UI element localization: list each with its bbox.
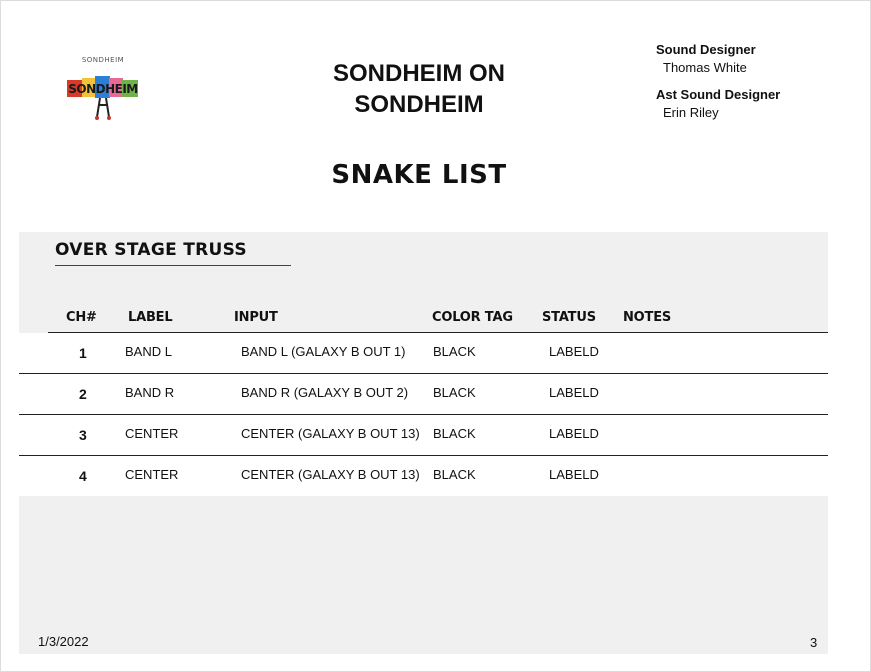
show-title-line2: SONDHEIM — [354, 91, 484, 118]
staff-role-sound-designer: Sound Designer — [656, 42, 756, 57]
cell-ch: 2 — [79, 386, 87, 402]
column-header-input: INPUT — [234, 310, 278, 325]
staff-name-sound-designer: Thomas White — [663, 60, 747, 75]
cell-label: CENTER — [125, 426, 179, 441]
table-row — [19, 415, 828, 456]
cell-input: CENTER (GALAXY B OUT 13) — [241, 426, 420, 441]
show-title — [300, 58, 538, 120]
cell-color-tag: BLACK — [433, 467, 476, 482]
cell-label: CENTER — [125, 467, 179, 482]
cell-color-tag: BLACK — [433, 385, 476, 400]
cell-input: CENTER (GALAXY B OUT 13) — [241, 467, 420, 482]
snake-table-body — [19, 333, 828, 496]
document-subtitle: SNAKE LIST — [331, 160, 507, 190]
column-header-label: LABEL — [128, 310, 173, 325]
cell-input: BAND R (GALAXY B OUT 2) — [241, 385, 409, 400]
section-title: OVER STAGE TRUSS — [55, 240, 291, 266]
cell-ch: 1 — [79, 345, 87, 361]
staff-name-ast-sound-designer: Erin Riley — [663, 105, 719, 120]
cell-status: LABELD — [549, 467, 599, 482]
staff-role-ast-sound-designer: Ast Sound Designer — [656, 87, 781, 102]
staff-credits — [656, 42, 780, 127]
footer-date: 1/3/2022 — [38, 634, 89, 649]
cell-status: LABELD — [549, 344, 599, 359]
table-row — [19, 456, 828, 496]
column-header-status: STATUS — [542, 310, 596, 325]
table-header — [48, 310, 828, 333]
cell-color-tag: BLACK — [433, 344, 476, 359]
cell-label: BAND R — [125, 385, 175, 400]
cell-status: LABELD — [549, 385, 599, 400]
cell-ch: 3 — [79, 427, 87, 443]
table-row — [19, 333, 828, 374]
column-header-ch: CH# — [66, 310, 97, 325]
cell-color-tag: BLACK — [433, 426, 476, 441]
column-header-notes: NOTES — [623, 310, 672, 325]
logo-main-text: SONDHEIM — [68, 82, 138, 96]
cell-ch: 4 — [79, 468, 87, 484]
cell-status: LABELD — [549, 426, 599, 441]
logo-top-text: SONDHEIM — [81, 56, 125, 64]
cell-input: BAND L (GALAXY B OUT 1) — [241, 344, 406, 359]
column-header-color-tag: COLOR TAG — [432, 310, 513, 325]
cell-label: BAND L — [125, 344, 172, 359]
table-row — [19, 374, 828, 415]
show-logo — [62, 53, 142, 125]
footer-page-number: 3 — [810, 635, 818, 650]
show-title-line1: SONDHEIM ON — [332, 60, 505, 87]
